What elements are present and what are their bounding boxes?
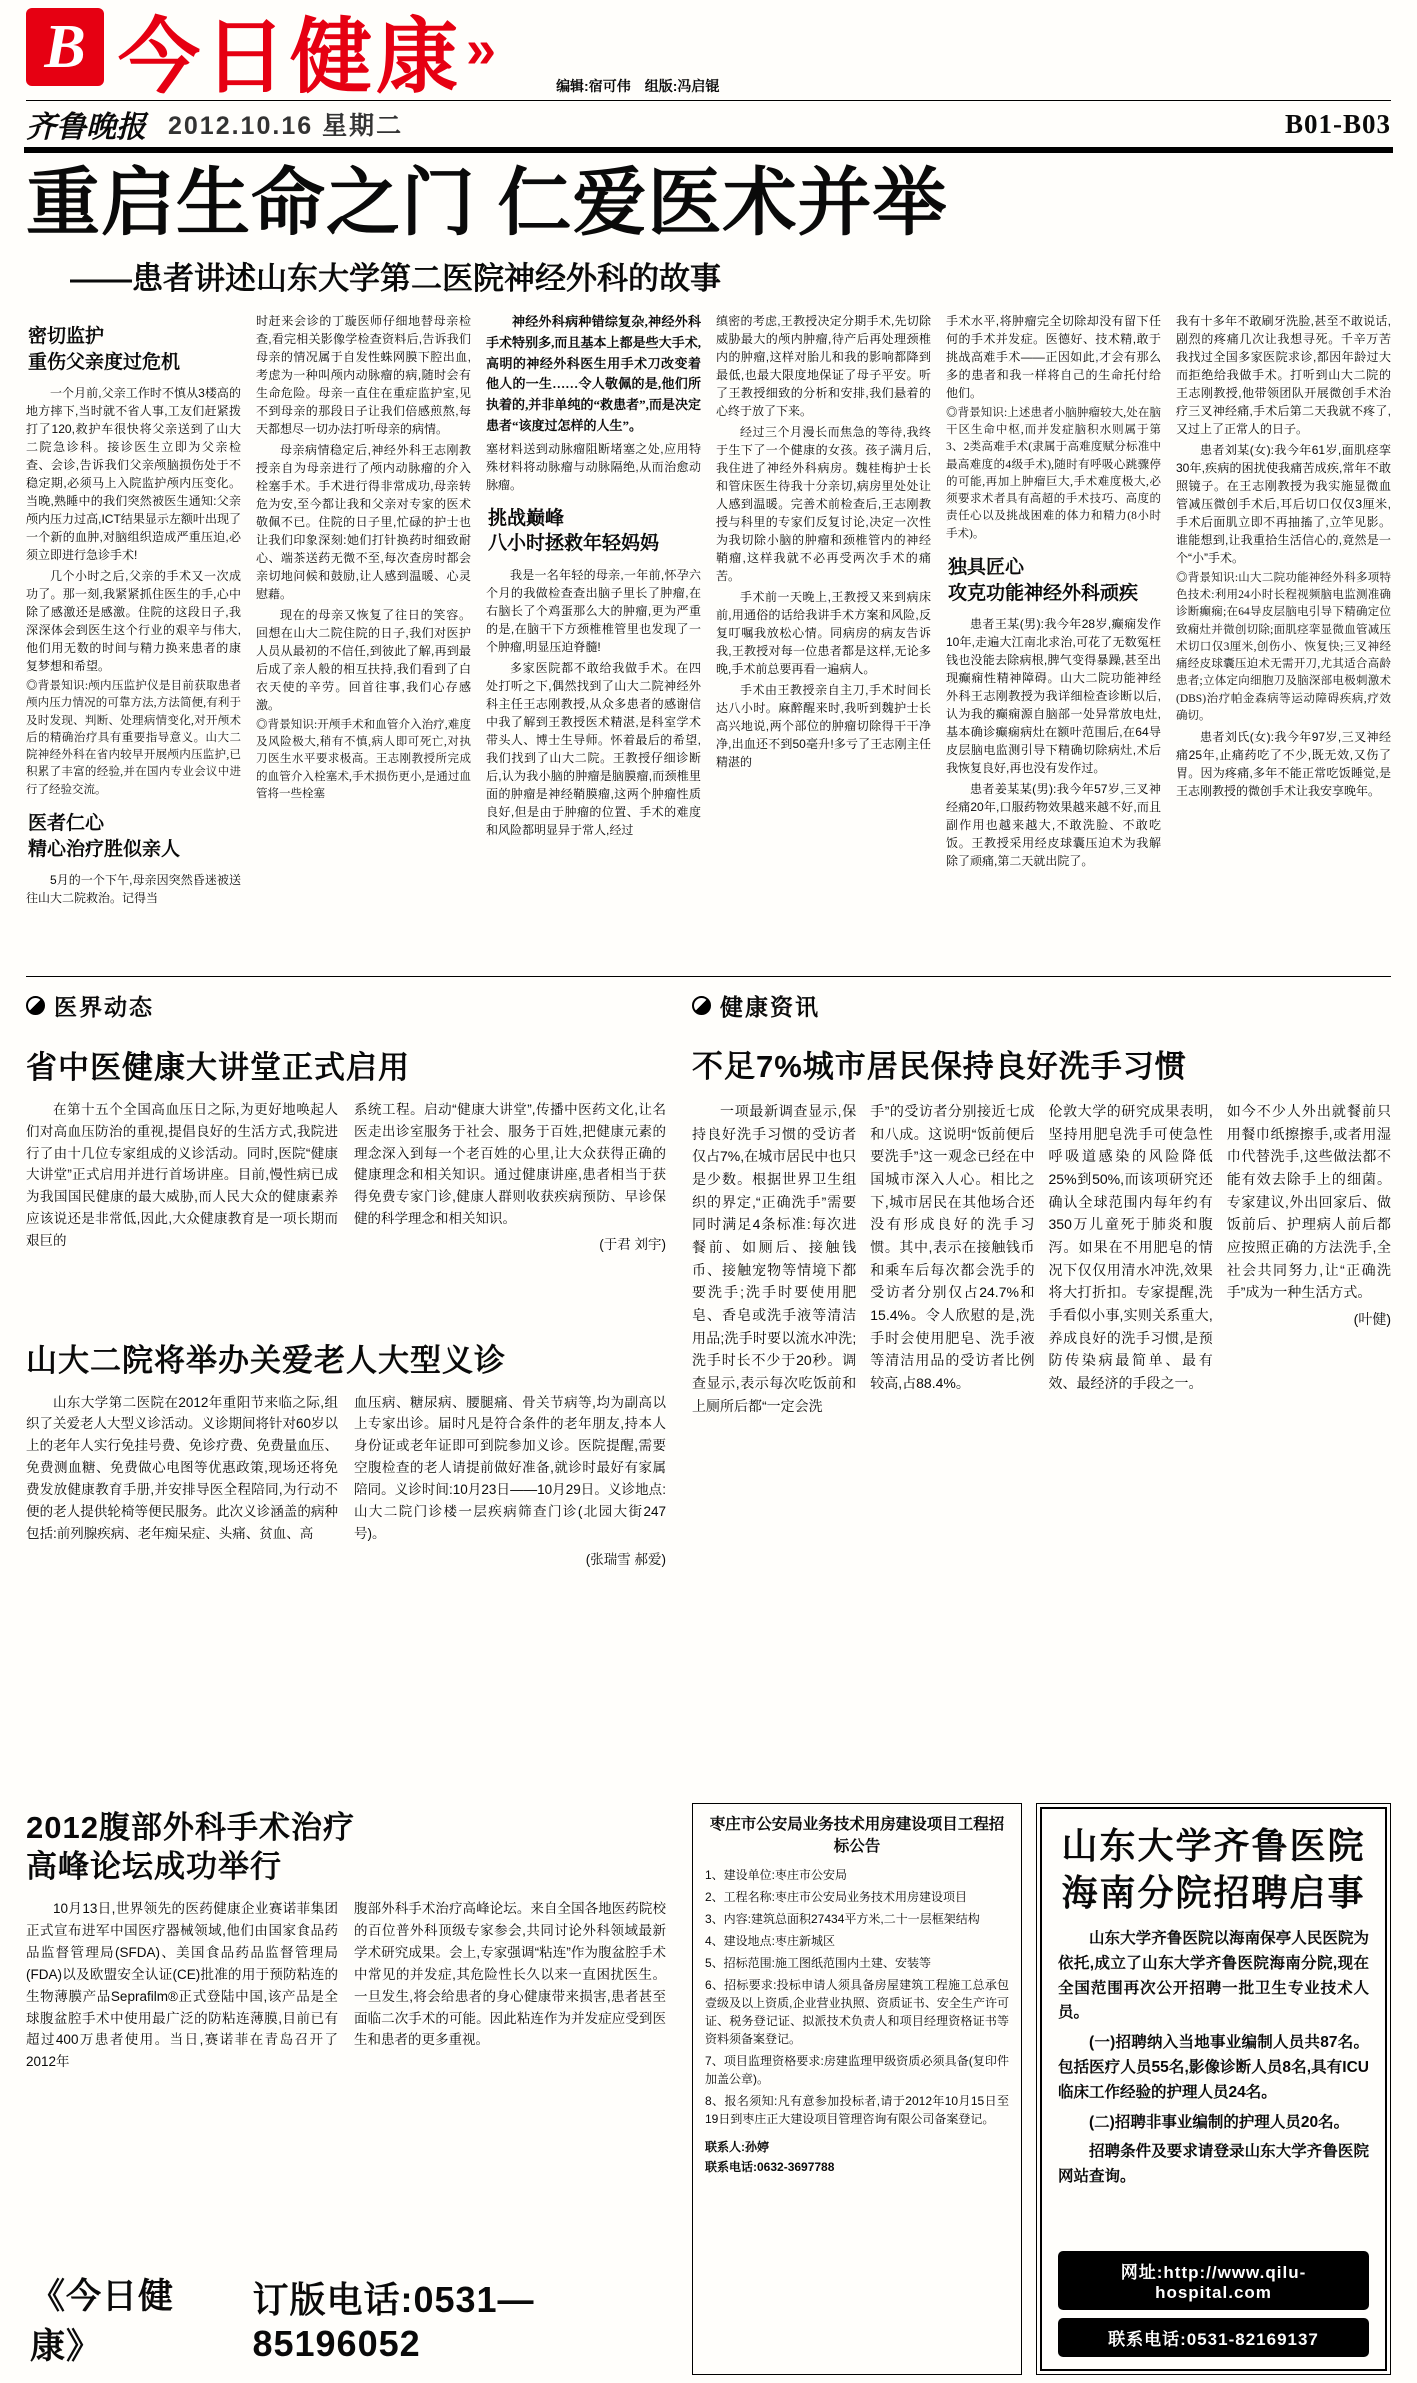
editor-line: 编辑:宿可伟 组版:冯启锟: [556, 78, 720, 94]
article-column: [354, 1392, 666, 1783]
medical-news-section: [26, 989, 666, 2375]
paper-title-text: 今日健康: [118, 12, 463, 104]
tender-contact-name: 联系人:孙婷: [705, 2139, 769, 2154]
bottom-area: [0, 977, 1417, 2375]
feature-columns: [26, 312, 1391, 962]
medical-news-header: [26, 989, 666, 1022]
masthead: [0, 0, 1417, 104]
tender-ad-item-list: [705, 1866, 1009, 2128]
recruitment-contact-bars: [1058, 2243, 1369, 2357]
feature-paragraph: 患者姜某某(男):我今年57岁,三叉神经痛20年,口服药物效果越来越不好,而且副作用也越来越大,不敢洗脸、不敢吃饭。王教授采用经皮球囊压迫术为我解除了顽痛,第二天就出院了。: [946, 782, 1161, 869]
subhead-line: 独具匠心: [948, 556, 1025, 578]
article-paragraph: 如今不少人外出就餐前只用餐巾纸擦擦手,或者用湿巾代替洗手,这些做法都不能有效去除手上的细菌。专家建议,外出回家后、做饭前后、护理病人前后都应按照正确的方法洗手,全社会共同努力,让“正确洗手”成为一种生活方式。: [1226, 1102, 1391, 1301]
page-range: B01-B03: [1284, 108, 1391, 139]
feature-column-1: [26, 312, 241, 962]
subhead-line: 攻克功能神经外科顽疾: [948, 582, 1139, 604]
article-paragraph: 山东大学第二医院在2012年重阳节来临之际,组织了关爱老人大型义诊活动。义诊期间将针对60岁以上的老年人实行免挂号费、免诊疗费、免费量血压、免费测血糖、免费做心电图等优惠政策,现场还将免费发放健康教育手册,并安排导医全程陪同,为行动不便的老人提供轮椅等便民服务。此次义诊涵盖的病种包括:前列腺疾病、老年痴呆症、头痛、贫血、高: [26, 1394, 339, 1541]
paper-name: 齐鲁晚报: [26, 111, 146, 144]
recruitment-ad: [1036, 1803, 1391, 2375]
date-text: 2012.10.16 星期二: [168, 112, 404, 140]
health-info-header: [692, 989, 1391, 1023]
article-title-handwashing: 不足7%城市居民保持良好洗手习惯: [692, 1048, 1187, 1084]
feature-subhead-craft: [948, 555, 1161, 606]
article-paragraph: 腹部外科手术治疗高峰论坛。来自全国各地医药院校的百位普外科顶级专家参会,共同讨论外科领域最新学术研究成果。会上,专家强调“粘连”作为腹盆腔手术中常见的并发症,其危险性长久以来一直困扰医生。一旦发生,将会给患者的身心健康带来损害,患者甚至面临二次手术的可能。因此粘连作为并发症应受到医生和患者的更多重视。: [354, 1901, 666, 2048]
article-title-line: 2012腹部外科手术治疗: [26, 1809, 355, 1845]
feature-paragraph: 母亲病情稳定后,神经外科王志刚教授亲自为母亲进行了颅内动脉瘤的介入栓塞手术。手术进行得非常成功,母亲转危为安,至今都让我和父亲对专家的医术敬佩不已。住院的日子里,忙碌的护士也让我们印象深刻:她们打针换药时细致耐心、端茶送药无微不至,每次查房时都会亲切地问候和鼓励,让人感到温暖、心灵慰藉。: [256, 442, 471, 601]
tender-ad-item: 8、报名须知:凡有意参加投标者,请于2012年10月15日至19日到枣庄正大建设项目管理咨询有限公司备案登记。: [705, 2093, 1009, 2126]
article-columns: [26, 1898, 666, 2255]
dateline: [26, 101, 1391, 147]
section-bullet-icon: [26, 996, 45, 1015]
feature-paragraph: 患者王某(男):我今年28岁,癫痫发作10年,走遍大江南北求治,可花了无数冤枉钱也没能去除病根,脾气变得暴躁,甚至出现癫痫性精神障碍。山大二院功能神经外科王志刚教授为我详细检查诊断以后,认为我的癫痫源自脑部一处异常放电灶,基本确诊癫痫病灶在额叶范围后,在64导皮层脑电监测引导下精确切除病灶,术后我恢复良好,再也没有发作过。: [946, 617, 1161, 776]
background-note: ◎背景知识:上述患者小脑肿瘤较大,处在脑干区生命中枢,而并发症脑积水则属于第3、2类高难手术(隶属于高难度赋分标准中最高难度的4级手术),随时有呼吸心跳骤停的可能,再加上肿瘤巨大,手术难度极大,必须要求术者具有高超的手术技巧、高度的责任心以及挑战困难的体力和精力(8小时手术)。: [946, 406, 1161, 540]
tender-ad-item: 3、内容:建筑总面积27434平方米,二十一层框架结构: [705, 1911, 980, 1926]
background-note: ◎背景知识:山大二院功能神经外科多项特色技术:利用24小时长程视频脑电监测准确诊断癫痫;在64导皮层脑电引导下精确定位致痫灶并微创切除;面肌痉挛显微血管减压术切口仅3厘米,创伤小、恢复快;三叉神经痛经皮球囊压迫术无需开刀,尤其适合高龄患者;立体定向细胞刀及脑深部电极刺激术(DBS)治疗帕金森病等运动障碍疾病,疗效确切。: [1176, 571, 1391, 722]
article-column: [354, 1898, 666, 2255]
article-title-surgery-forum: [26, 1809, 666, 1887]
article-column: [1049, 1100, 1213, 1787]
article-column: [692, 1100, 856, 1787]
tender-notice-ad: [692, 1803, 1022, 2375]
title-arrow-icon: »: [466, 19, 497, 80]
tender-contacts: [705, 2138, 1009, 2176]
article-byline: (张瑞雪 郝爱): [585, 1551, 666, 1567]
article-byline: (叶健): [1353, 1310, 1391, 1327]
subhead-line: 密切监护: [28, 325, 105, 347]
subhead-line: 重伤父亲度过危机: [28, 351, 181, 373]
feature-paragraph: 我是一名年轻的母亲,一年前,怀孕六个月的我做检查查出脑子里长了肿瘤,在右脑长了个鸡蛋那么大的肿瘤,更为严重的是,在脑干下方颈椎椎管里也发现了一个肿瘤,明显压迫脊髓!: [486, 567, 701, 654]
article-title-line: 高峰论坛成功举行: [26, 1848, 282, 1884]
article-column: [1227, 1100, 1391, 1787]
paper-title: [118, 12, 497, 104]
background-note: ◎背景知识:颅内压监护仪是目前获取患者颅内压力情况的可靠方法,方法简便,有利于及时发现、判断、处理病情变化,对开颅术后的精确治疗具有重要指导意义。山大二院神经外科在省内较早开展颅内压监护,已积累了丰富的经验,并在国内专业会议中进行了经验交流。: [26, 680, 241, 796]
feature-column-6: [1176, 312, 1391, 962]
feature-column-5: [946, 312, 1161, 962]
section-title: 医界动态: [54, 993, 154, 1020]
recruitment-ad-body: [1058, 1927, 1369, 2195]
feature-paragraph: 手术由王教授亲自主刀,手术时间长达八小时。麻醉醒来时,我听到魏护士长高兴地说,两个部位的肿瘤切除得干干净净,出血还不到50毫升!多亏了王志刚主任精湛的: [716, 682, 931, 769]
tender-ad-item: 1、建设单位:枣庄市公安局: [705, 1867, 848, 1882]
article-columns: [692, 1100, 1391, 1787]
feature-paragraph: 几个小时之后,父亲的手术又一次成功了。那一刻,我紧紧抓住医生的手,心中除了感激还是感激。住院的这段日子,我深深体会到医生这个行业的艰辛与伟大,他们用无数的时间与精力换来患者的康复梦想和希望。: [26, 569, 241, 674]
recruitment-paragraph: (二)招聘非事业编制的护理人员20名。: [1089, 2113, 1350, 2131]
health-info-section: [692, 989, 1391, 2375]
article-column: [870, 1100, 1034, 1787]
article-column: [26, 1392, 338, 1783]
feature-subhead-monitoring: [28, 324, 241, 375]
subhead-line: 医者仁心: [28, 812, 105, 834]
feature-paragraph: 经过三个月漫长而焦急的等待,我终于生下了一个健康的女孩。孩子满月后,我住进了神经外科病房。魏桂梅护士长和管床医生待我十分亲切,病房里处处让人感到温暖。完善术前检查后,王志刚教授与科里的专家们反复讨论,决定一次性为我切除小脑的肿瘤和颈椎管内的神经鞘瘤,这样我就不必再受两次手术的痛苦。: [716, 424, 931, 583]
subhead-line: 挑战巅峰: [488, 507, 565, 529]
footer-brand: 《今日健康》: [30, 2276, 175, 2366]
feature-article: [0, 153, 1417, 962]
subhead-line: 精心治疗胜似亲人: [28, 838, 181, 860]
feature-paragraph: 患者刘某(女):我今年61岁,面肌痉挛30年,疾病的困扰使我痛苦成疾,常年不敢照镜子。在王志刚教授为我实施显微血管减压微创手术后,耳后切口仅仅3厘米,手术后面肌立即不再抽搐了,立竿见影。谁能想到,让我重拾生活信心的,竟然是一个“小”手术。: [1176, 442, 1391, 565]
feature-paragraph: 现在的母亲又恢复了往日的笑容。回想在山大二院住院的日子,我们对医护人员从最初的不信任,到彼此了解,再到最后成了亲人般的相互扶持,我们看到了白衣天使的辛劳。回首往事,我们心存感激。: [256, 607, 471, 712]
article-column: [26, 1898, 338, 2255]
section-title: 健康资讯: [720, 994, 820, 1021]
feature-subhead-kindness: [28, 811, 241, 862]
article-paragraph: 伦敦大学的研究成果表明,坚持用肥皂洗手可使急性呼吸道感染的风险降低25%到50%,而该项研究还确认全球范围内每年约有350万儿童死于肺炎和腹泻。如果在不用肥皂的情况下仅仅用清水冲洗,效果将大打折扣。专家提醒,洗手看似小事,实则关系重大,养成良好的洗手习惯,是预防传染病最简单、最有效、最经济的手段之一。: [1048, 1102, 1213, 1391]
feature-paragraph: 我有十多年不敢刷牙洗脸,甚至不敢说话,剧烈的疼痛几次让我想寻死。千辛万苦我找过全国多家医院求诊,都因年龄过大而拒绝给我做手术。打听到山大二院的王志刚教授,他带领团队开展微创手术治疗三叉神经痛,手术后第二天我就不疼了,又过上了正常人的日子。: [1176, 313, 1391, 436]
article-paragraph: 血压病、糖尿病、腰腿痛、骨关节病等,均为副高以上专家出诊。届时凡是符合条件的老年朋友,持本人身份证或老年证即可到院参加义诊。医院提醒,需要空腹检查的老人请提前做好准备,就诊时最好有家属陪同。义诊时间:10月23日——10月29日。义诊地点:山大二院门诊楼一层疾病筛查门诊(北园大街247号)。: [354, 1394, 666, 1541]
recruitment-website-bar: 网址:http://www.qilu-hospital.com: [1058, 2251, 1369, 2310]
section-letter-badge: [26, 8, 104, 86]
tender-ad-item: 4、建设地点:枣庄新城区: [705, 1933, 836, 1948]
recruitment-paragraph: 山东大学齐鲁医院以海南保亭人民医院为依托,成立了山东大学齐鲁医院海南分院,现在全国范围再次公开招聘一批卫生专业技术人员。: [1058, 1929, 1369, 2022]
article-paragraph: 系统工程。启动“健康大讲堂”,传播中医药文化,让名医走出诊室服务于社会、服务于百姓,把健康元素的理念深入到每一个老百姓的心里,让大众获得正确的健康理念和相关知识。通过健康讲座,患者相当于获得免费专家门诊,健康人群则收获疾病预防、早诊保健的科学理念和相关知识。: [354, 1101, 666, 1227]
feature-lead: 神经外科病种错综复杂,神经外科手术特别多,而且基本上都是些大手术,高明的神经外科医生用手术刀改变着他人的一生……令人敬佩的是,他们所执着的,并非单纯的“救患者”,而是决定患者“该度过怎样的人生”。: [486, 313, 701, 433]
subhead-line: 八小时拯救年轻妈妈: [488, 533, 660, 555]
feature-column-4: [716, 312, 931, 962]
tender-ad-item: 7、项目监理资格要求:房建监理甲级资质必须具备(复印件加盖公章)。: [705, 2053, 1009, 2086]
feature-paragraph: 手术水平,将肿瘤完全切除却没有留下任何的手术并发症。医德好、技术精,敢于挑战高难手术——正因如此,才会有那么多的患者和我一样将自己的生命托付给他们。: [946, 313, 1161, 400]
recruitment-ad-inner: [1040, 1807, 1387, 2371]
advertisements-row: [692, 1803, 1391, 2375]
article-paragraph: 一项最新调查显示,保持良好洗手习惯的受访者仅占7%,在城市居民中也只是少数。根据世界卫生组织的界定,“正确洗手”需要同时满足4条标准:每次进餐前、如厕后、接触钱币、接触宠物等情境下都要洗手;洗手时要使用肥皂、香皂或洗手液等清洁用品;洗手时要以流水冲洗;洗手时长不少于20秒。调查显示,表示每次吃饭前和上厕所后都“一定会洗: [692, 1102, 857, 1414]
article-title-lecture-hall: 省中医健康大讲堂正式启用: [26, 1049, 410, 1085]
feature-paragraph: 5月的一个下午,母亲因突然昏迷被送往山大二院救治。记得当: [26, 873, 241, 906]
article-title-charity-clinic: 山大二院将举办关爱老人大型义诊: [26, 1342, 506, 1378]
feature-paragraph: 手术前一天晚上,王教授又来到病床前,用通俗的话给我讲手术方案和风险,反复叮嘱我放松心情。同病房的病友告诉我,王教授对每一位患者都是这样,无论多晚,手术前总要再看一遍病人。: [716, 589, 931, 676]
feature-paragraph: 一个月前,父亲工作时不慎从3楼高的地方摔下,当时就不省人事,工友们赶紧拨打了120,救护车很快将父亲送到了山大二院急诊科。接诊医生立即为父亲检查、会诊,告诉我们父亲颅脑损伤处于不稳定期,必须马上入院监护颅内压变化。当晚,熟睡中的我们突然被医生通知:父亲颅内压力过高,ICT结果显示左额叶出现了一个新的血肿,对脑组织造成严重压迫,必须立即进行急诊手术!: [26, 386, 241, 563]
article-paragraph: 10月13日,世界领先的医药健康企业赛诺菲集团正式宣布进军中国医疗器械领域,他们由国家食品药品监督管理局(SFDA)、美国食品药品监督管理局(FDA)以及欧盟安全认证(CE)批准的用于预防粘连的生物薄膜产品Seprafilm®正式登陆中国,该产品是全球腹盆腔手术中使用最广泛的防粘连薄膜,目前已有超过400万患者使用。当日,赛诺菲在青岛召开了2012年: [26, 1901, 338, 2070]
footer-strip: [26, 2255, 666, 2375]
recruitment-paragraph: (一)招聘纳入当地事业编制人员共87名。包括医疗人员55名,影像诊断人员8名,具有ICU临床工作经验的护理人员24名。: [1058, 2034, 1369, 2101]
recruitment-ad-title: [1058, 1823, 1369, 1917]
tender-ad-item: 2、工程名称:枣庄市公安局业务技术用房建设项目: [705, 1889, 968, 1904]
tender-ad-title: 枣庄市公安局业务技术用房建设项目工程招标公告: [709, 1816, 1005, 1856]
recruitment-paragraph: 招聘条件及要求请登录山东大学齐鲁医院网站查询。: [1058, 2143, 1369, 2186]
article-paragraph: 手”的受访者分别接近七成和八成。这说明“饭前便后要洗手”这一观念已经在中国城市深入人心。相比之下,城市居民在其他场合还没有形成良好的洗手习惯。其中,表示在接触钱币和乘车后每次都会洗手的受访者分别仅占24.7%和15.4%。令人欣慰的是,洗手时会使用肥皂、洗手液等清洁用品的受访者比例较高,占88.4%。: [870, 1102, 1035, 1391]
tender-ad-item: 5、招标范围:施工图纸范围内土建、安装等: [705, 1955, 932, 1970]
recruitment-title-line: 山东大学齐鲁医院: [1061, 1826, 1366, 1867]
feature-paragraph: 时赶来会诊的丁璇医师仔细地替母亲检查,看完相关影像学检查资料后,告诉我们母亲的情况属于自发性蛛网膜下腔出血,考虑为一种叫颅内动脉瘤的病,随时会有生命危险。母亲一直住在重症监护室,见不到母亲的那段日子让我们倍感煎熬,每天都想尽一切办法打听母亲的病情。: [256, 313, 471, 436]
section-bullet-icon: [692, 996, 711, 1015]
feature-paragraph: 塞材料送到动脉瘤阻断堵塞之处,应用特殊材料将动脉瘤与动脉隔绝,从而治愈动脉瘤。: [486, 441, 701, 492]
feature-column-3: [486, 312, 701, 962]
feature-paragraph: 患者刘氏(女):我今年97岁,三叉神经痛25年,止痛药吃了不少,既无效,又伤了胃。因为疼痛,多年不能正常吃饭睡觉,是王志刚教授的微创手术让我安享晚年。: [1176, 730, 1391, 799]
feature-subheadline: ——患者讲述山东大学第二医院神经外科的故事: [70, 260, 721, 296]
feature-subhead-challenge: [488, 506, 701, 557]
article-column: [26, 1099, 338, 1315]
article-columns: [26, 1392, 666, 1783]
section-letter: B: [44, 12, 86, 81]
article-column: [354, 1099, 666, 1315]
feature-column-2: [256, 312, 471, 962]
feature-paragraph: 多家医院都不敢给我做手术。在四处打听之下,偶然找到了山大二院神经外科主任王志刚教授,从众多患者的感谢信中我了解到王教授医术精湛,是科室学术带头人、博士生导师。怀着最后的希望,我们找到了山大二院。王教授仔细诊断后,认为我小脑的肿瘤是脑膜瘤,而颈椎里面的肿瘤是神经鞘膜瘤,这两个肿瘤性质良好,但是由于肿瘤的位置、手术的难度和风险都明显异于常人,经过: [486, 660, 701, 837]
background-note: ◎背景知识:开颅手术和血管介入治疗,难度及风险极大,稍有不慎,病人即可死亡,对执刀医生水平要求极高。王志刚教授所完成的血管介入栓塞术,手术损伤更小,是通过血管将一些栓塞: [256, 718, 471, 800]
recruitment-title-line: 海南分院招聘启事: [1061, 1873, 1366, 1914]
tender-contact-phone: 联系电话:0632-3697788: [705, 2159, 835, 2174]
feature-paragraph: 缜密的考虑,王教授决定分期手术,先切除威胁最大的颅内肿瘤,待产后再处理颈椎内的肿瘤,这样对胎儿和我的影响都降到最低,也最大限度地保证了母子平安。听了王教授细致的分析和安排,我们悬着的心终于放了下来。: [716, 313, 931, 418]
recruitment-phone-bar: 联系电话:0531-82169137: [1058, 2318, 1369, 2357]
tender-ad-item: 6、招标要求:投标申请人须具备房屋建筑工程施工总承包壹级及以上资质,企业营业执照、资质证书、安全生产许可证、税务登记证、拟派技术负责人和项目经理资格证书等资料须备案登记。: [705, 1977, 1009, 2046]
article-paragraph: 在第十五个全国高血压日之际,为更好地唤起人们对高血压防治的重视,提倡良好的生活方式,我院进行了由十几位专家组成的义诊活动。同时,医院“健康大讲堂”正式启用并进行首场讲座。目前,慢性病已成为我国国民健康的最大威胁,而人民大众的健康素养应该说还是非常低,因此,大众健康教育是一项长期而艰巨的: [26, 1101, 338, 1249]
footer-order-phone: 订版电话:0531—85196052: [252, 2279, 535, 2365]
article-columns: [26, 1099, 666, 1315]
article-byline: (于君 刘宇): [599, 1237, 666, 1253]
feature-headline: 重启生命之门 仁爱医术并举: [26, 161, 948, 244]
